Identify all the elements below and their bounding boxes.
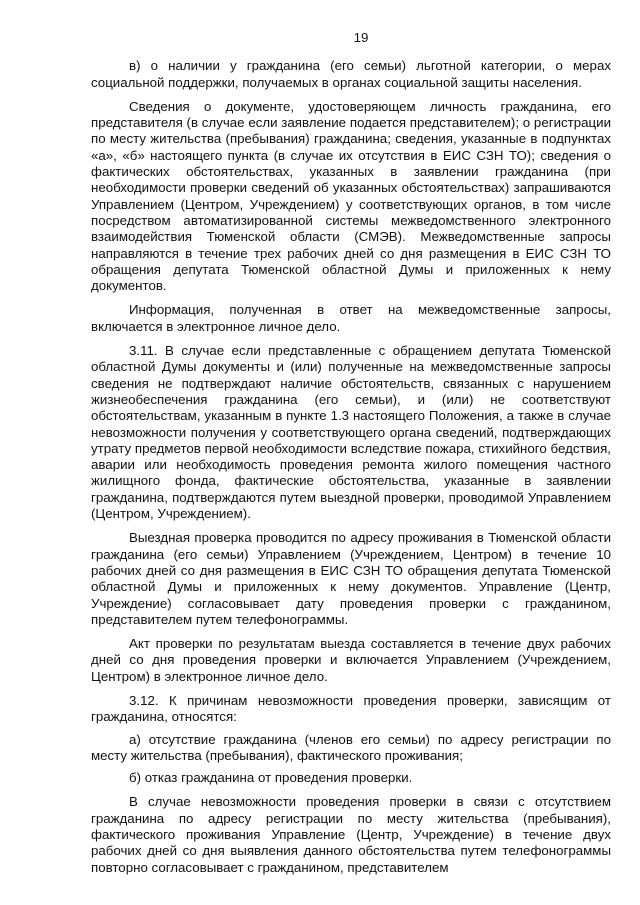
list-item-b: б) отказ гражданина от проведения проверки. xyxy=(129,770,413,786)
page-number: 19 xyxy=(353,30,369,45)
paragraph-section-3-11: 3.11. В случае если представленные с обращением депутата Тюменской областной Думы документы и (или) полученные на межведомственные запросы сведения не подтверждают наличие обстоятельств, связанных с нарушением жизнеобеспечения гражданина (его семьи), и (или) не соответствуют обстоятельствам, указанным в пункте 1.3 настоящего Положения, а также в случае невозможности получения у соответствующего органа сведений, подтверждающих утрату предметов первой необходимости вследствие пожара, стихийного бедствия, аварии или необходимость проведения ремонта жилого помещения частного жилищного фонда, фактические обстоятельства, указанные в заявлении гражданина, подтверждаются путем выездной проверки, проводимой Управлением (Центром, Учреждением). xyxy=(91,343,611,522)
list-item-a: а) отсутствие гражданина (членов его семьи) по адресу регистрации по месту жительства (пребывания), фактического проживания; xyxy=(91,731,611,763)
paragraph-privilege-category: в) о наличии у гражданина (его семьи) льготной категории, о мерах социальной поддержки, получаемых в органах социальной защиты населения. xyxy=(91,58,611,90)
paragraph-section-3-12: 3.12. К причинам невозможности проведения проверки, зависящим от гражданина, относятся: xyxy=(91,692,611,725)
paragraph-electronic-file: Информация, полученная в ответ на межведомственные запросы, включается в электронное личное дело. xyxy=(91,302,611,334)
paragraph-inspection-impossible: В случае невозможности проведения проверки в связи с отсутствием гражданина по адресу регистрации по месту жительства (пребывания), фактического проживания Управление (Центр, Учреждение) в течение двух рабочих дней со дня выявления данного обстоятельства путем телефонограммы повторно согласовывает с гражданином, представителем xyxy=(91,794,611,875)
paragraph-field-inspection: Выездная проверка проводится по адресу проживания в Тюменской области гражданина (его семьи) Управлением (Учреждением, Центром) в течение 10 рабочих дней со дня размещения в ЕИС СЗН ТО обращения депутата Тюменской областной Думы и приложенных к нему документов. Управление (Центр, Учреждение) согласовывает дату проведения проверки с гражданином, представителем путем телефонограммы. xyxy=(91,530,611,627)
paragraph-identity-documents: Сведения о документе, удостоверяющем личность гражданина, его представителя (в случае если заявление подается представителем); о регистрации по месту жительства (пребывания) гражданина; сведения, указанные в подпунктах «а», «б» настоящего пункта (в случае их отсутствия в ЕИС СЗН ТО); сведения о фактических обстоятельствах, указанных в заявлении гражданина (при необходимости проверки сведений об указанных обстоятельствах) запрашиваются Управлением (Центром, Учреждением) у соответствующих органов, в том числе посредством автоматизированной системы межведомственного электронного взаимодействия Тюменской области (СМЭВ). Межведомственные запросы направляются в течение трех рабочих дней со дня размещения в ЕИС СЗН ТО обращения депутата Тюменской областной Думы и приложенных к нему документов. xyxy=(91,98,611,294)
paragraph-inspection-act: Акт проверки по результатам выезда составляется в течение двух рабочих дней со дня проведения проверки и включается Управлением (Учреждением, Центром) в электронное личное дело. xyxy=(91,636,611,684)
